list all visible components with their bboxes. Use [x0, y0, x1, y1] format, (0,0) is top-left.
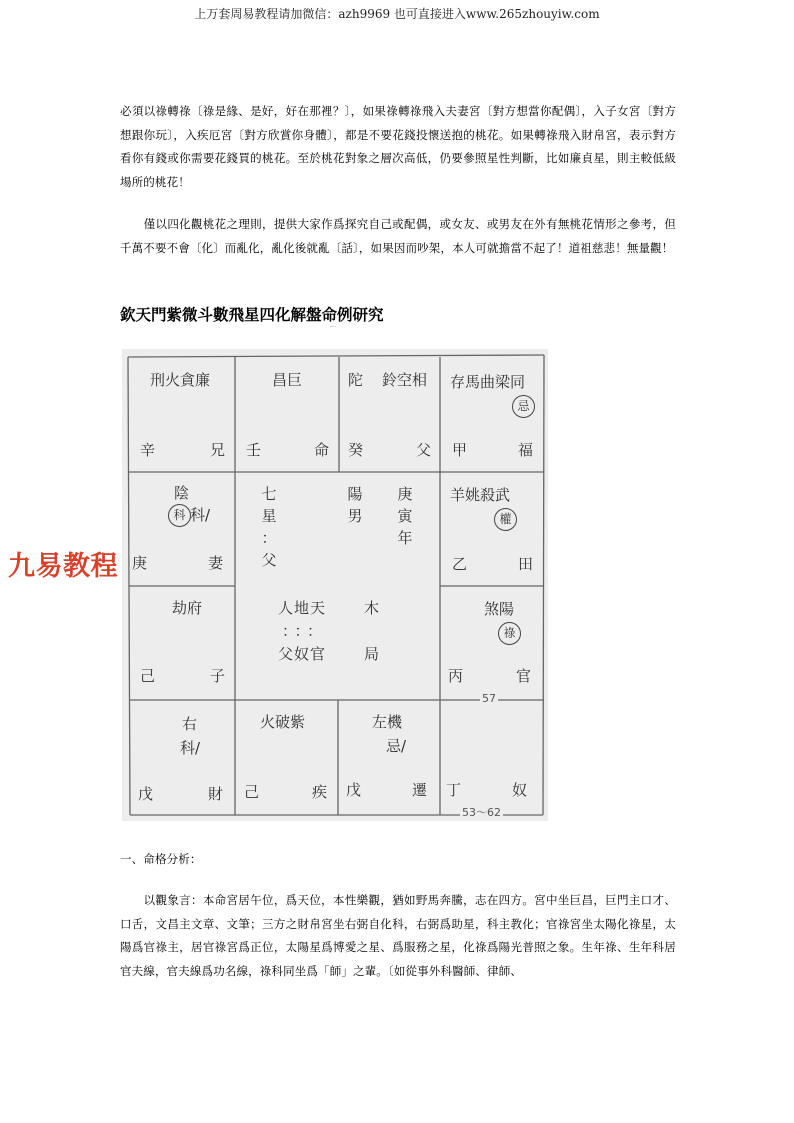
palace-children-name: 子: [210, 667, 226, 685]
watermark-logo: 九易教程: [8, 551, 118, 582]
palace-parents-star-a: 陀: [348, 371, 364, 389]
palace-spouse-stem: 庚: [132, 554, 148, 572]
palace-wealth-name: 財: [208, 785, 224, 803]
palace-travel-stem: 戊: [346, 781, 362, 799]
quan-badge-icon: 權: [494, 508, 517, 531]
paragraph-life-analysis: 以觀象言：本命宮居午位，爲天位，本性樂觀，猶如野馬奔騰，志在四方。宮中坐巨昌，巨門主口才、口舌，文昌主文章、文筆；三方之財帛宮坐右弼自化科，右弼爲助星，科主教化；官祿宮坐太陽化祿星，太陽爲官祿主，居官祿宮爲正位，太陽星爲博愛之星、爲服務之星，化祿爲陽光普照之象。生年祿、生年科居官夫線，官夫線爲功名線，祿科同坐爲「師」之輩。〔如從事外科醫師、律師、: [120, 893, 676, 978]
palace-friends-name: 奴: [512, 781, 528, 799]
palace-wealth-mark: 科/: [180, 739, 201, 757]
palace-career-number: 57: [480, 690, 498, 708]
palace-wealth-stem: 戊: [138, 785, 154, 803]
center-col1-1: 星: [261, 507, 277, 525]
center-col1-3: 父: [261, 551, 277, 569]
ziwei-chart: [122, 349, 548, 821]
palace-fortune-stars: 存馬曲梁同: [450, 373, 526, 391]
palace-children-stem: 己: [140, 667, 156, 685]
paragraph-peach-blossom-rules: 必須以祿轉祿〔祿是緣、是好，好在那裡？〕，如果祿轉祿飛入夫妻宮〔對方想當你配偶〕，入子女宮〔對方想跟你玩〕，入疾厄宮〔對方欣賞你身體〕，都是不要花錢投懷送抱的桃花。如果轉祿飛入財帛宮，表示對方看你有錢或你需要花錢買的桃花。至於桃花對象之層次高低，仍要參照星性判斷，比如廉貞星，則主較低級場所的桃花！: [120, 104, 676, 189]
center-element: 木: [364, 599, 380, 617]
center-row-palaces: 父奴官: [278, 645, 327, 663]
center-row-colons: ：：：: [282, 622, 328, 640]
center-ju: 局: [364, 645, 380, 663]
heading-underline-mark: …: [330, 322, 336, 329]
center-col3-2: 年: [397, 529, 413, 547]
center-column-year: [396, 483, 414, 549]
center-col1-2: ：: [261, 529, 277, 547]
section-heading: 欽天門紫微斗數飛星四化解盤命例研究: [120, 306, 384, 324]
palace-life-stem: 壬: [246, 441, 262, 459]
palace-travel-mark: 忌/: [386, 737, 407, 755]
paragraph-reference-note: 僅以四化觀桃花之理則，提供大家作爲探究自己或配偶，或女友、或男友在外有無桃花情形之參考，但千萬不要不會〔化〕而亂化，亂化後就亂〔話〕，如果因而吵架，本人可就擔當不起了！道祖慈悲！無量觀！: [120, 217, 676, 255]
palace-fortune-name: 福: [518, 441, 534, 459]
palace-career-name: 官: [516, 667, 532, 685]
palace-parents-name: 父: [416, 441, 432, 459]
center-column-gender: [346, 483, 364, 527]
palace-life-stars: 昌巨: [272, 371, 303, 389]
palace-spouse-star: 陰: [174, 484, 190, 502]
lu-badge-icon: 祿: [498, 622, 521, 645]
palace-health-stars: 火破紫: [260, 713, 306, 731]
palace-friends-stem: 丁: [446, 781, 462, 799]
center-col3-1: 寅: [397, 507, 413, 525]
palace-travel-name: 遷: [412, 781, 428, 799]
palace-wealth-star: 右: [182, 715, 198, 733]
center-col2-0: 陽: [347, 485, 363, 503]
palace-travel-stars: 左機: [372, 713, 403, 731]
palace-spouse-mark: 科/: [190, 506, 211, 524]
center-col1-0: 七: [261, 485, 277, 503]
ke-badge-icon: 科: [168, 504, 191, 527]
palace-siblings-name: 兄: [210, 441, 226, 459]
palace-siblings-stem: 辛: [140, 441, 156, 459]
palace-siblings-stars: 刑火貪廉: [150, 371, 211, 389]
palace-property-name: 田: [518, 555, 534, 573]
palace-life-name: 命: [314, 441, 330, 459]
palace-health-name: 疾: [312, 783, 328, 801]
ji-badge-icon: 忌: [512, 395, 535, 418]
analysis-label: 一、命格分析：: [120, 852, 202, 866]
palace-parents-stem: 癸: [348, 441, 364, 459]
center-column-seven: [260, 483, 278, 571]
palace-friends-range: 53～62: [460, 804, 503, 821]
center-col2-1: 男: [347, 507, 363, 525]
palace-career-stem: 丙: [448, 667, 464, 685]
palace-spouse-name: 妻: [208, 554, 224, 572]
top-banner: 上万套周易教程请加微信：azh9969 也可直接进入www.265zhouyiw.com: [194, 7, 600, 21]
palace-parents-stars-b: 鈴空相: [382, 371, 428, 389]
palace-fortune-stem: 甲: [452, 441, 468, 459]
center-row-people: 人地天: [278, 599, 327, 617]
palace-career-stars: 煞陽: [484, 600, 515, 618]
center-col3-0: 庚: [397, 485, 413, 503]
palace-property-stem: 乙: [452, 555, 468, 573]
palace-property-stars: 羊姚殺武: [450, 486, 511, 504]
palace-health-stem: 己: [244, 783, 260, 801]
palace-children-stars: 劫府: [172, 599, 203, 617]
